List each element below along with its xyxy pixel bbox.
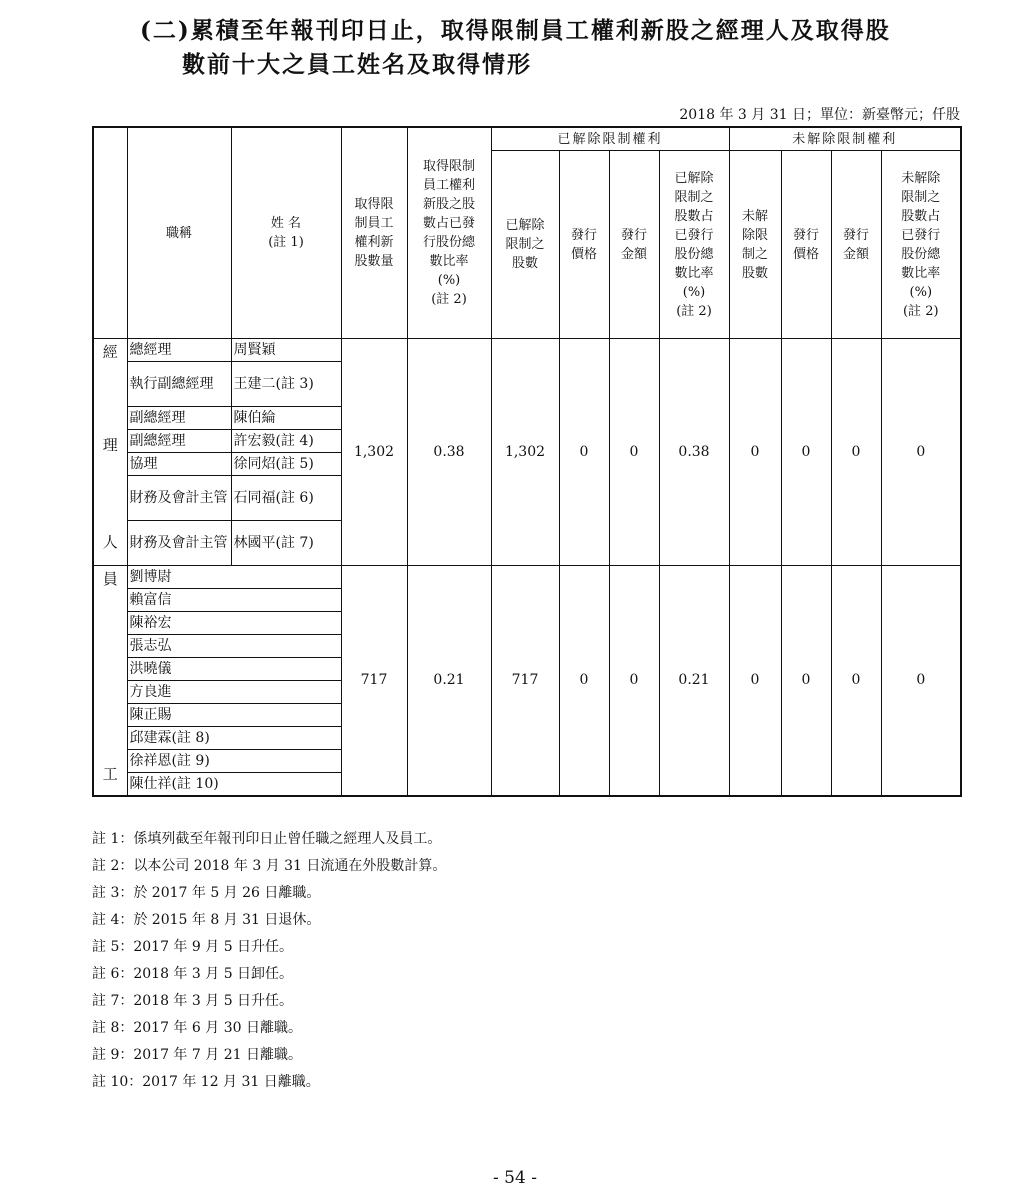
table-row — [93, 566, 961, 589]
table-row — [93, 339, 961, 362]
header-ratio: 取得限制 員工權利 新股之股 數占已發 行股份總 數比率 (%) (註 2) — [407, 127, 491, 339]
footnote: 註 5：2017 年 9 月 5 日升任。 — [92, 939, 294, 955]
header-unrel-ratio: 未解除 限制之 股數占 已發行 股份總 數比率 (%) (註 2) — [881, 151, 961, 339]
header-rel-price: 發行 價格 — [559, 151, 609, 339]
footnote: 註 3：於 2017 年 5 月 26 日離職。 — [92, 885, 321, 901]
employee-name: 陳仕祥(註 10) — [127, 773, 341, 797]
header-shares: 取得限 制員工 權利新 股數量 — [341, 127, 407, 339]
manager-title: 副總經理 — [127, 407, 231, 430]
employee-name: 張志弘 — [127, 635, 341, 658]
manager-title: 協理 — [127, 453, 231, 476]
employee-name: 徐祥恩(註 9) — [127, 750, 341, 773]
employee-unrel-ratio: 0 — [881, 566, 961, 797]
unit-note: 2018 年 3 月 31 日；單位：新臺幣元；仟股 — [679, 107, 960, 123]
page-number: - 54 - — [493, 1168, 537, 1188]
manager-title: 財務及會計主管 — [127, 521, 231, 566]
employee-unrel-amount: 0 — [831, 566, 881, 797]
managers-label: 經 理 人 — [93, 339, 127, 566]
manager-title: 副總經理 — [127, 430, 231, 453]
header-unrel-shares: 未解 除限 制之 股數 — [729, 151, 781, 339]
manager-unrel-price: 0 — [781, 339, 831, 566]
footnote: 註 9：2017 年 7 月 21 日離職。 — [92, 1047, 302, 1063]
employee-name: 劉博尉 — [127, 566, 341, 589]
header-unreleased-group: 未解除限制權利 — [729, 127, 961, 151]
manager-rel-price: 0 — [559, 339, 609, 566]
restricted-stock-table — [92, 126, 962, 797]
manager-rel-amount: 0 — [609, 339, 659, 566]
manager-shares: 1,302 — [341, 339, 407, 566]
employee-unrel-shares: 0 — [729, 566, 781, 797]
manager-name: 王建二(註 3) — [231, 362, 341, 407]
manager-unrel-ratio: 0 — [881, 339, 961, 566]
employee-name: 洪曉儀 — [127, 658, 341, 681]
header-rel-ratio: 已解除 限制之 股數占 已發行 股份總 數比率 (%) (註 2) — [659, 151, 729, 339]
section-title — [140, 14, 891, 82]
employee-rel-ratio: 0.21 — [659, 566, 729, 797]
header-unrel-price: 發行 價格 — [781, 151, 831, 339]
manager-ratio: 0.38 — [407, 339, 491, 566]
manager-name: 石同福(註 6) — [231, 476, 341, 521]
header-name: 姓 名 (註 1) — [231, 127, 341, 339]
manager-rel-ratio: 0.38 — [659, 339, 729, 566]
employee-name: 陳裕宏 — [127, 612, 341, 635]
employees-label: 員 工 — [93, 566, 127, 797]
manager-rel-shares: 1,302 — [491, 339, 559, 566]
employee-name: 賴富信 — [127, 589, 341, 612]
employee-name: 邱建霖(註 8) — [127, 727, 341, 750]
header-unrel-amount: 發行 金額 — [831, 151, 881, 339]
header-title: 職稱 — [127, 127, 231, 339]
header-group-row — [93, 127, 961, 151]
manager-name: 周賢穎 — [231, 339, 341, 362]
manager-unrel-shares: 0 — [729, 339, 781, 566]
title-line-2: 數前十大之員工姓名及取得情形 — [182, 51, 532, 78]
manager-title: 財務及會計主管 — [127, 476, 231, 521]
manager-name: 許宏毅(註 4) — [231, 430, 341, 453]
header-released-group: 已解除限制權利 — [491, 127, 729, 151]
manager-name: 林國平(註 7) — [231, 521, 341, 566]
employee-unrel-price: 0 — [781, 566, 831, 797]
header-corner — [93, 127, 127, 339]
title-line-1: (二)累積至年報刊印日止，取得限制員工權利新股之經理人及取得股 — [140, 17, 891, 44]
header-rel-amount: 發行 金額 — [609, 151, 659, 339]
employee-rel-amount: 0 — [609, 566, 659, 797]
footnote: 註 1：係填列截至年報刊印日止曾任職之經理人及員工。 — [92, 831, 442, 847]
footnote: 註 10：2017 年 12 月 31 日離職。 — [92, 1074, 320, 1090]
employee-name: 方良進 — [127, 681, 341, 704]
employee-rel-price: 0 — [559, 566, 609, 797]
footnotes — [92, 826, 446, 1096]
header-rel-shares: 已解除 限制之 股數 — [491, 151, 559, 339]
manager-name: 徐同炤(註 5) — [231, 453, 341, 476]
footnote: 註 8：2017 年 6 月 30 日離職。 — [92, 1020, 302, 1036]
manager-title: 執行副總經理 — [127, 362, 231, 407]
footnote: 註 6：2018 年 3 月 5 日卸任。 — [92, 966, 294, 982]
footnote: 註 7：2018 年 3 月 5 日升任。 — [92, 993, 294, 1009]
manager-name: 陳伯綸 — [231, 407, 341, 430]
manager-unrel-amount: 0 — [831, 339, 881, 566]
employee-ratio: 0.21 — [407, 566, 491, 797]
manager-title: 總經理 — [127, 339, 231, 362]
employee-name: 陳正賜 — [127, 704, 341, 727]
employee-shares: 717 — [341, 566, 407, 797]
footnote: 註 4：於 2015 年 8 月 31 日退休。 — [92, 912, 321, 928]
employee-rel-shares: 717 — [491, 566, 559, 797]
footnote: 註 2：以本公司 2018 年 3 月 31 日流通在外股數計算。 — [92, 858, 447, 874]
